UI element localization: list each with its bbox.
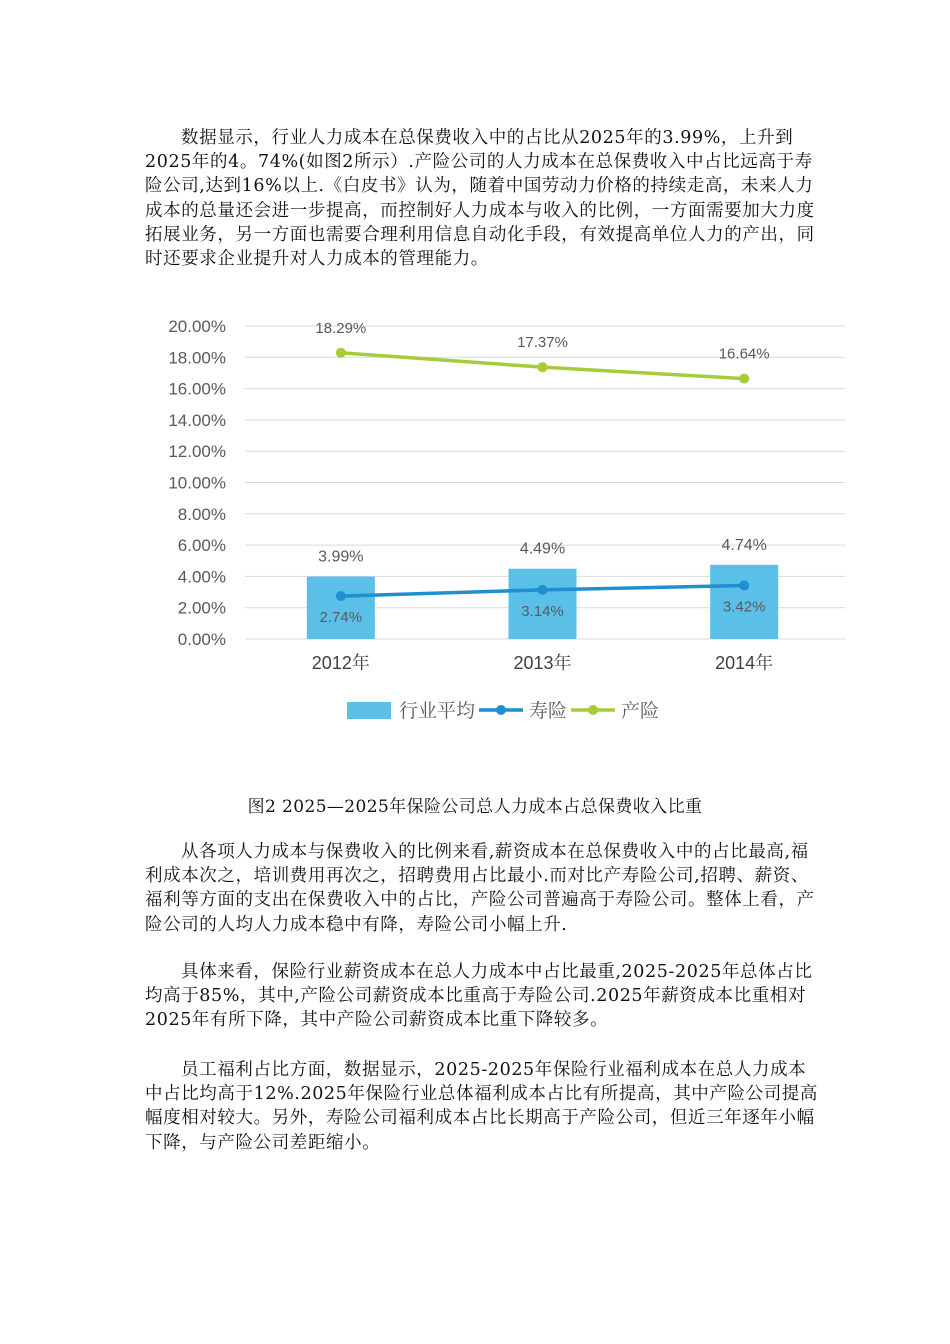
bar-data-label: 3.99% bbox=[318, 548, 364, 566]
paragraph-2 bbox=[145, 840, 820, 937]
series-lines bbox=[336, 348, 749, 601]
x-tick-label: 2012年 bbox=[311, 653, 370, 673]
y-tick-label: 12.00% bbox=[168, 442, 226, 462]
legend bbox=[347, 700, 659, 722]
y-tick-label: 18.00% bbox=[168, 348, 226, 368]
legend-swatch bbox=[347, 702, 391, 719]
x-tick-label: 2013年 bbox=[513, 653, 572, 673]
line-point bbox=[538, 362, 548, 372]
legend-label: 行业平均 bbox=[399, 701, 476, 722]
y-tick-label: 8.00% bbox=[177, 504, 226, 524]
y-tick-label: 4.00% bbox=[177, 567, 226, 587]
y-tick-label: 10.00% bbox=[168, 473, 226, 493]
y-tick-label: 14.00% bbox=[168, 410, 226, 430]
bar-data-label: 4.49% bbox=[519, 540, 566, 558]
bar-1 bbox=[307, 577, 375, 639]
x-tick-label: 2014年 bbox=[715, 653, 774, 673]
paragraph-3 bbox=[145, 960, 820, 1033]
y-tick-label: 2.00% bbox=[177, 598, 226, 618]
line-point bbox=[739, 374, 749, 384]
line-data-label: 18.29% bbox=[315, 319, 367, 337]
line-data-label: 3.14% bbox=[521, 602, 564, 620]
paragraph-4 bbox=[145, 1058, 820, 1155]
line-point bbox=[336, 591, 346, 601]
line-bar-chart bbox=[140, 305, 860, 745]
y-tick-label: 16.00% bbox=[168, 379, 226, 399]
x-axis-tick-labels bbox=[312, 652, 773, 673]
bar-data-label: 4.74% bbox=[721, 536, 767, 554]
paragraph-1-text: 数据显示，行业人力成本在总保费收入中的占比从2025年的3.99%，上升到2025年的4。74%(如图2所示）.产险公司的人力成本在总保费收入中占比远高于寿险公司,达到16%以上.《白皮书》认为，随着中国劳动力价格的持续走高，未来人力成本的总量还会进一步提高，而控制好人力成本与收入的比例，一方面需要加大力度拓展业务，另一方面也需要合理利用信息自动化手段，有效提高单位人力的产出，同时还要求企业提升对人力成本的管理能力。 bbox=[145, 128, 815, 270]
legend-label: 寿险 bbox=[529, 701, 568, 722]
paragraph-1 bbox=[145, 126, 820, 271]
line-data-label: 17.37% bbox=[517, 334, 568, 352]
paragraph-2-text: 从各项人力成本与保费收入的比例来看,薪资成本在总保费收入中的占比最高,福利成本次之，培训费用再次之，招聘费用占比最小.而对比产寿险公司,招聘、薪资、福利等方面的支出在保费收入中的占比，产险公司普遍高于寿险公司。整体上看，产险公司的人均人力成本稳中有降，寿险公司小幅上升. bbox=[145, 842, 815, 935]
line-data-label: 3.42% bbox=[722, 598, 766, 616]
y-tick-label: 20.00% bbox=[168, 317, 226, 336]
y-tick-label: 0.00% bbox=[177, 630, 226, 649]
line-data-label: 16.64% bbox=[718, 345, 770, 363]
legend-swatch-marker bbox=[496, 705, 506, 715]
paragraph-3-text: 具体来看，保险行业薪资成本在总人力成本中占比最重,2025-2025年总体占比均高于85%，其中,产险公司薪资成本比重高于寿险公司.2025年薪资成本比重相对2025年有所下降，其中产险公司薪资成本比重下降较多。 bbox=[145, 962, 813, 1031]
paragraph-4-text: 员工福利占比方面，数据显示，2025-2025年保险行业福利成本在总人力成本中占比均高于12%.2025年保险行业总体福利成本占比有所提高，其中产险公司提高幅度相对较大。另外，寿险公司福利成本占比长期高于产险公司，但近三年逐年小幅下降，与产险公司差距缩小。 bbox=[145, 1060, 818, 1153]
legend-swatch-marker bbox=[588, 705, 598, 715]
line-point bbox=[538, 585, 548, 595]
line-point bbox=[739, 580, 749, 590]
legend-label: 产险 bbox=[621, 701, 660, 722]
line-point bbox=[336, 348, 346, 358]
figure-caption: 图2 2025—2025年保险公司总人力成本占总保费收入比重 bbox=[247, 797, 703, 817]
y-axis-tick-labels bbox=[168, 317, 226, 649]
line-data-label: 2.74% bbox=[319, 609, 363, 627]
y-tick-label: 6.00% bbox=[177, 536, 226, 556]
